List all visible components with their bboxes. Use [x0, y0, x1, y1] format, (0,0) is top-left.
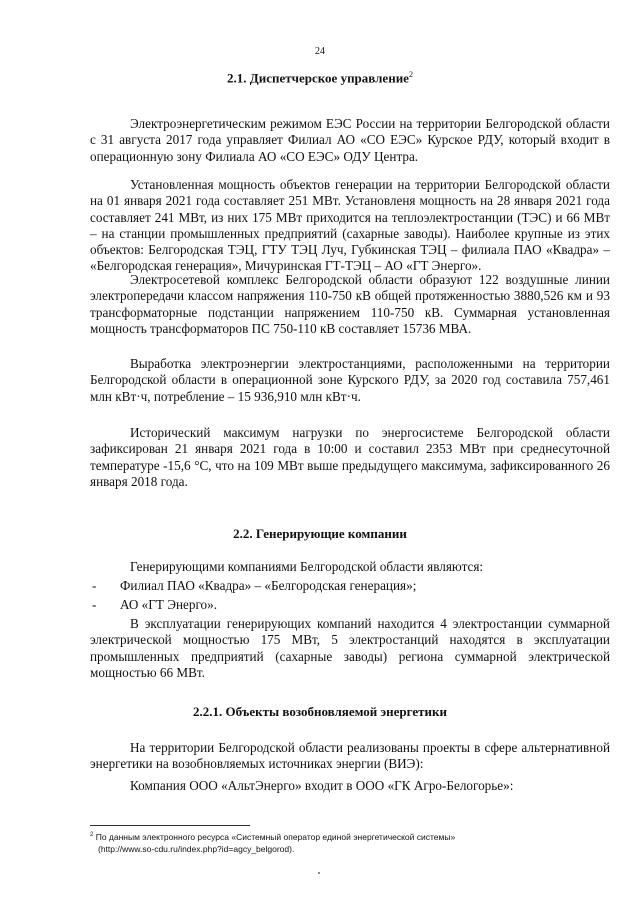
list-item	[90, 597, 610, 613]
footnote	[90, 829, 610, 855]
section-title: 2.1. Диспетчерское управление	[227, 70, 409, 86]
paragraph: Компания ООО «АльтЭнерго» входит в ООО «ГК Агро-Белогорье»:	[130, 778, 514, 793]
paragraph: Электросетевой комплекс Белгородской области образуют 122 воздушные линии электропередачи классом напряжения 110-750 кВ общей протяженностью 3880,526 км и 93 трансформаторные подстанции напряжением 110-750 кВ. Суммарная установленная мощность трансформаторов ПС 750-110 кВ составляет 15736 МВА.	[90, 272, 610, 336]
footnote-url: (http://www.so-cdu.ru/index.php?id=agcy_belgorod).	[98, 843, 295, 854]
paragraph: Исторический максимум нагрузки по энергосистеме Белгородской области зафиксирован 21 января 2021 года в 10:00 и составил 2353 МВт при среднесуточной температуре -15,6 °С, что на 109 МВт выше предыдущего максимума, зафиксированного 26 января 2018 года.	[90, 425, 610, 489]
footnote-divider	[90, 825, 250, 826]
footnote-ref: 2	[408, 70, 413, 79]
paragraph: Электроэнергетическим режимом ЕЭС России на территории Белгородской области с 31 августа 2017 года управляет Филиал АО «СО ЕЭС» Курское РДУ, который входит в операционную зону Филиала АО «СО ЕЭС» ОДУ Центра.	[90, 116, 610, 164]
paragraph: Установленная мощность объектов генерации на территории Белгородской области на 01 января 2021 года составляет 251 МВт. Установленя мощность на 28 января 2021 года составляет 241 МВт, из них 175 МВт приходится на теплоэлектростанции (ТЭС) и 66 МВт – на станции промышленных предприятий (сахарные заводы). Наиболее крупные из этих объектов: Белгородская ТЭЦ, ГТУ ТЭЦ Луч, Губкинская ТЭЦ – филиала ПАО «Квадра» – «Белгородская генерация», Мичуринская ГТ-ТЭЦ – АО «ГТ Энерго».	[90, 177, 610, 274]
list-dash: -	[92, 597, 97, 612]
section-heading-dispatch	[0, 70, 640, 86]
section-title: 2.2. Генерирующие компании	[233, 526, 407, 541]
list-item	[90, 578, 610, 594]
footnote-text: По данным электронного ресурса «Системный оператор единой энергетической системы»	[95, 831, 456, 842]
list-item-text: АО «ГТ Энерго».	[120, 597, 218, 612]
list-dash: -	[92, 578, 97, 593]
paragraph: Выработка электроэнергии электростанциями, расположенными на территории Белгородской области в операционной зоне Курского РДУ, за 2020 год составила 757,461 млн кВт·ч, потребление – 15 936,910 млн кВт·ч.	[90, 356, 610, 404]
paragraph: На территории Белгородской области реализованы проекты в сфере альтернативной энергетики на возобновляемых источниках энергии (ВИЭ):	[90, 740, 610, 772]
page-number: 24	[315, 46, 325, 57]
section-title: 2.2.1. Объекты возобновляемой энергетики	[193, 704, 447, 719]
paragraph: В эксплуатации генерирующих компаний находится 4 электростанции суммарной электрической мощностью 175 МВт, 5 электростанций находятся в эксплуатации промышленных предприятий (сахарные заводы) региона суммарной электрической мощностью 66 МВт.	[90, 616, 610, 680]
scan-mark	[318, 872, 320, 874]
list-item-text: Филиал ПАО «Квадра» – «Белгородская генерация»;	[120, 578, 417, 593]
paragraph: Генерирующими компаниями Белгородской области являются:	[130, 559, 484, 574]
footnote-number: 2	[90, 832, 94, 838]
